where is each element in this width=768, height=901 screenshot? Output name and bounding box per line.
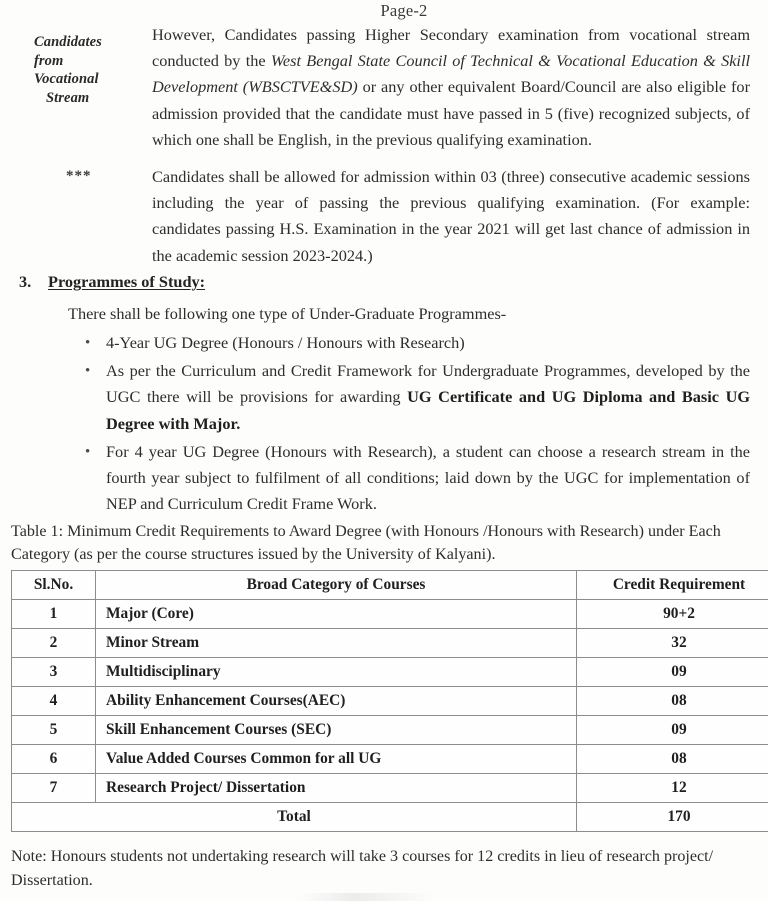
asterisk-marker: *** <box>66 168 92 184</box>
cell-slno: 6 <box>12 745 96 774</box>
list-item-text: As per the Curriculum and Credit Framework for Undergraduate Programmes, developed by the UGC there will be provisions for awarding <box>106 361 750 407</box>
starred-note-paragraph: Candidates shall be allowed for admission within 03 (three) consecutive academic sessions including the year of passing the previous qualifying examination. (For example: candidates passing H.S. Examination in the year 2021 will get last chance of admission in the academic session 2023-2024.) <box>152 167 750 265</box>
margin-label-line-2: from <box>34 52 64 69</box>
cell-category: Skill Enhancement Courses (SEC) <box>96 716 577 745</box>
vocational-paragraph-text <box>152 22 750 153</box>
cell-category: Major (Core) <box>96 600 577 629</box>
cell-category: Minor Stream <box>96 629 577 658</box>
cell-category: Ability Enhancement Courses(AEC) <box>96 687 577 716</box>
cell-category: Multidisciplinary <box>96 658 577 687</box>
margin-label-line-1: Candidates <box>34 34 102 50</box>
cell-slno: 4 <box>12 687 96 716</box>
bullet-dot-icon: • <box>85 335 91 351</box>
vocational-text-part1: However, Candidates passing Higher Secondary examination from vocational stream conducted by the <box>152 25 750 71</box>
column-header-category: Broad Category of Courses <box>96 571 577 600</box>
page-title: Programmes of Study: <box>48 272 206 291</box>
table-row <box>12 774 768 803</box>
list-item <box>82 358 750 437</box>
list-item-text: For 4 year UG Degree (Honours with Research), a student can choose a research stream in the fourth year subject to fulfilment of all conditions; laid down by the UGC for implementation of NEP and Curriculum Credit Frame Work. <box>106 441 750 514</box>
cell-slno: 7 <box>12 774 96 803</box>
page-number-label: Page-2 <box>380 1 428 20</box>
programmes-bullet-list <box>82 330 750 519</box>
margin-label-line-3: Vocational <box>34 71 99 87</box>
table-row <box>12 629 768 658</box>
scan-artifact <box>300 893 480 901</box>
cell-credit: 09 <box>577 716 768 745</box>
cell-credit: 32 <box>577 629 768 658</box>
cell-slno: 5 <box>12 716 96 745</box>
bullet-dot-icon: • <box>85 363 91 380</box>
list-item <box>82 439 750 518</box>
vocational-stream-paragraph <box>152 22 750 153</box>
section-number: 3. <box>19 272 32 291</box>
table-row <box>12 687 768 716</box>
table-caption: Table 1: Minimum Credit Requirements to Award Degree (with Honours /Honours with Research) under Each Category (as per the course structures issued by the University of Kalyani). <box>11 523 721 563</box>
table-header-row <box>12 571 768 600</box>
table-row <box>12 745 768 774</box>
table-row <box>12 658 768 687</box>
list-item-text: 4-Year UG Degree (Honours / Honours with Research) <box>106 333 465 352</box>
cell-credit: 12 <box>577 774 768 803</box>
cell-slno: 1 <box>12 600 96 629</box>
footer-note: Note: Honours students not undertaking research will take 3 courses for 12 credits in lieu of research project/ Dissertation. <box>11 848 714 889</box>
list-item <box>82 330 750 356</box>
list-item-bold-text: UG Certificate and UG Diploma and Basic UG Degree with Major. <box>106 387 750 433</box>
table-row <box>12 716 768 745</box>
cell-category: Value Added Courses Common for all UG <box>96 745 577 774</box>
cell-credit: 08 <box>577 687 768 716</box>
table-total-row <box>12 803 768 832</box>
section-intro-text: There shall be following one type of Under-Graduate Programmes- <box>68 304 507 323</box>
page-header <box>0 1 768 21</box>
credit-requirements-table <box>11 570 768 832</box>
vocational-text-part2: or any other equivalent Board/Council are also eligible for admission provided that the candidate must have passed in 5 (five) recognized subjects, of which one shall be English, in the previous qualifying examination. <box>152 77 750 149</box>
cell-category: Research Project/ Dissertation <box>96 774 577 803</box>
vocational-text-italic-council: West Bengal State Council of Technical & Vocational Education & Skill Development (WBSCTVE&SD) <box>152 51 751 97</box>
table-header-row-group <box>12 571 768 600</box>
cell-slno: 3 <box>12 658 96 687</box>
cell-total-label: Total <box>12 803 577 832</box>
bullet-dot-icon: • <box>85 443 91 460</box>
cell-credit: 08 <box>577 745 768 774</box>
cell-slno: 2 <box>12 629 96 658</box>
cell-credit: 09 <box>577 658 768 687</box>
table-row <box>12 600 768 629</box>
column-header-slno: Sl.No. <box>12 571 96 600</box>
margin-label-candidates-from-vocational-stream <box>34 33 146 107</box>
cell-credit: 90+2 <box>577 600 768 629</box>
margin-label-line-4: Stream <box>46 89 90 106</box>
table-body <box>12 600 768 832</box>
column-header-credit: Credit Requirement <box>577 571 768 600</box>
cell-total-value: 170 <box>577 803 768 832</box>
